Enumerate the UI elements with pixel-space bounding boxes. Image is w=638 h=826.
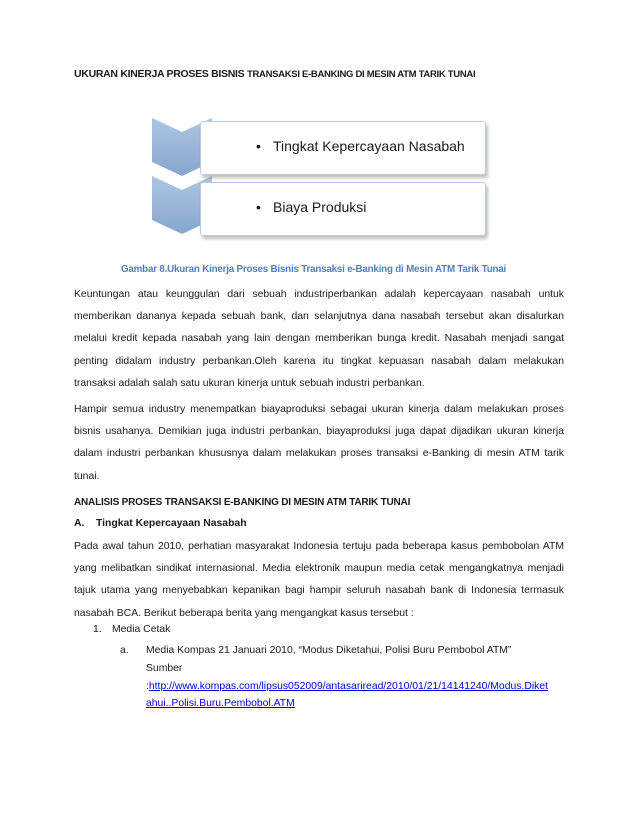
list-text: Media Kompas 21 Januari 2010, “Modus Diketahui, Polisi Buru Pembobol ATM” xyxy=(146,645,512,656)
paragraph-line: yang melibatkan sindikat internasional. Media elektronik maupun media cetak mengangkatnya menjadi xyxy=(74,563,564,575)
paragraph-line: penting didalam industry perbankan.Oleh karena itu tingkat kepuasan nasabah dalam melakukan xyxy=(74,355,564,367)
subsection-label: A. xyxy=(74,518,85,529)
list-item xyxy=(93,624,170,635)
source-prefix: : xyxy=(146,681,149,692)
heading-part1: UKURAN KINERJA PROSES BISNIS xyxy=(74,68,245,80)
source-link-line xyxy=(146,695,295,712)
paragraph-line: tajuk utama yang menyebabkan kepanikan bagi hampir seluruh nasabah bank di Indonesia termasuk xyxy=(74,585,564,597)
paragraph-3 xyxy=(74,536,564,625)
paragraph-line: dalam industri perbankan khususnya dalam melakukan proses transaksi e-Banking di mesin ATM tarik xyxy=(74,448,564,460)
paragraph-line: Keuntungan atau keunggulan dari sebuah industriperbankan adalah kepercayaan nasabah untuk xyxy=(74,289,564,300)
diagram-box-trust xyxy=(200,121,486,175)
source-label: Sumber xyxy=(146,663,183,674)
paragraph-line: bisnis usahanya. Demikian juga industri perbankan, biayaproduksi juga dapat dijadikan ukuran kinerja xyxy=(74,426,564,438)
source-link[interactable]: http://www.kompas.com/lipsus052009/antasariread/2010/01/21/14141240/Modus.Diket xyxy=(148,681,549,692)
list-item xyxy=(120,645,511,656)
diagram-item-cost: Biaya Produksi xyxy=(273,199,367,215)
list-letter: a. xyxy=(120,645,129,656)
section-heading: ANALISIS PROSES TRANSAKSI E-BANKING DI MESIN ATM TARIK TUNAI xyxy=(74,497,411,508)
paragraph-line: Hampir semua industry menempatkan biayaproduksi sebagai ukuran kinerja dalam melakukan proses xyxy=(74,404,564,415)
diagram-box-cost xyxy=(200,182,486,236)
subsection-heading xyxy=(74,518,247,529)
paragraph-line: melalui kredit kepada nasabah yang lain dengan memberikan bunga kredit. Nasabah menjadi sangat xyxy=(74,333,564,345)
list-number: 1. xyxy=(93,624,102,635)
paragraph-line: transaksi adalah salah satu ukuran kinerja untuk sebuah industri perbankan. xyxy=(74,377,425,389)
paragraph-line: nasabah BCA. Berikut beberapa berita yang mengangkat kasus tersebut : xyxy=(74,607,414,619)
bullet: • xyxy=(256,138,261,154)
subsection-title: Tingkat Kepercayaan Nasabah xyxy=(96,518,247,529)
list-text: Media Cetak xyxy=(112,624,171,635)
paragraph-2 xyxy=(74,399,564,488)
bullet: • xyxy=(256,199,261,215)
source-link-continued[interactable]: ahui..Polisi.Buru.Pembobol.ATM xyxy=(146,698,295,709)
performance-diagram xyxy=(152,118,488,236)
source-link-line xyxy=(146,678,548,695)
diagram-item-trust: Tingkat Kepercayaan Nasabah xyxy=(273,138,465,154)
paragraph-line: Pada awal tahun 2010, perhatian masyarakat Indonesia tertuju pada beberapa kasus pembobolan ATM xyxy=(74,541,564,552)
paragraph-line: tunai. xyxy=(74,470,100,482)
document-heading xyxy=(74,68,574,80)
figure-caption: Gambar 8.Ukuran Kinerja Proses Bisnis Transaksi e-Banking di Mesin ATM Tarik Tunai xyxy=(121,264,507,275)
heading-part2: TRANSAKSI E-BANKING DI MESIN ATM TARIK TUNAI xyxy=(246,69,476,80)
paragraph-line: memberikan dananya kepada sebuah bank, dan selanjutnya dana nasabah tersebut akan disalurkan xyxy=(74,311,564,323)
paragraph-1 xyxy=(74,284,564,395)
